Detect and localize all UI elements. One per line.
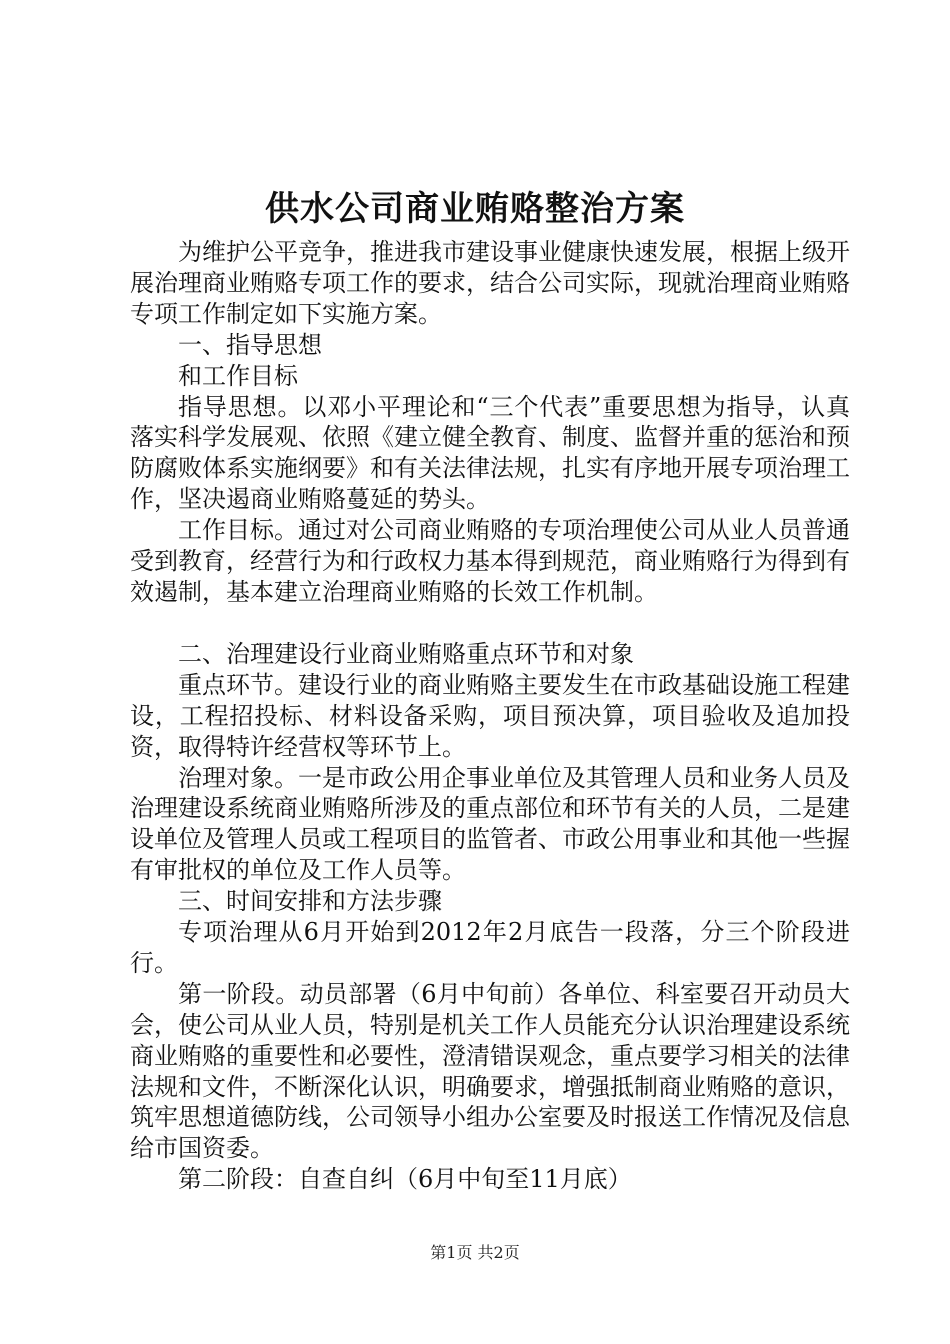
- paragraph-targets: 治理对象。一是市政公用企事业单位及其管理人员和业务人员及治理建设系统商业贿赂所涉及的重点部位和环节有关的人员，二是建设单位及管理人员或工程项目的监管者、市政公用事业和其他一些握有审批权的单位及工作人员等。: [130, 763, 850, 885]
- paragraph-stage-one: 第一阶段。动员部署（6月中旬前）各单位、科室要召开动员大会，使公司从业人员，特别是机关工作人员能充分认识治理建设系统商业贿赂的重要性和必要性，澄清错误观念，重点要学习相关的法律法规和文件，不断深化认识，明确要求，增强抵制商业贿赂的意识，筑牢思想道德防线，公司领导小组办公室要及时报送工作情况及信息给市国资委。: [130, 979, 850, 1163]
- section-heading-schedule: 三、时间安排和方法步骤: [178, 887, 442, 916]
- paragraph-schedule: 专项治理从6月开始到2012年2月底告一段落，分三个阶段进行。: [130, 918, 850, 977]
- paragraph-stage-two: 第二阶段：自查自纠（6月中旬至11月底）: [178, 1165, 632, 1194]
- section-heading-key-links: 二、治理建设行业商业贿赂重点环节和对象: [178, 639, 634, 668]
- document-title: 供水公司商业贿赂整治方案: [265, 189, 685, 229]
- section-heading-work-goal: 和工作目标: [178, 361, 298, 390]
- page-footer: 第1页 共2页: [430, 1243, 520, 1262]
- section-heading-guiding-thought: 一、指导思想: [178, 330, 322, 359]
- paragraph-intro: 为维护公平竞争，推进我市建设事业健康快速发展，根据上级开展治理商业贿赂专项工作的要求，结合公司实际，现就治理商业贿赂专项工作制定如下实施方案。: [130, 238, 850, 328]
- paragraph-work-goal: 工作目标。通过对公司商业贿赂的专项治理使公司从业人员普通受到教育，经营行为和行政权力基本得到规范，商业贿赂行为得到有效遏制，基本建立治理商业贿赂的长效工作机制。: [130, 516, 850, 606]
- paragraph-guiding-thought: 指导思想。以邓小平理论和“三个代表”重要思想为指导，认真落实科学发展观、依照《建立健全教育、制度、监督并重的惩治和预防腐败体系实施纲要》和有关法律法规，扎实有序地开展专项治理工作，坚决遏商业贿赂蔓延的势头。: [130, 392, 850, 514]
- document-body: [130, 237, 850, 1195]
- paragraph-key-links: 重点环节。建设行业的商业贿赂主要发生在市政基础设施工程建设，工程招投标、材料设备采购，项目预决算，项目验收及追加投资，取得特许经营权等环节上。: [130, 670, 850, 761]
